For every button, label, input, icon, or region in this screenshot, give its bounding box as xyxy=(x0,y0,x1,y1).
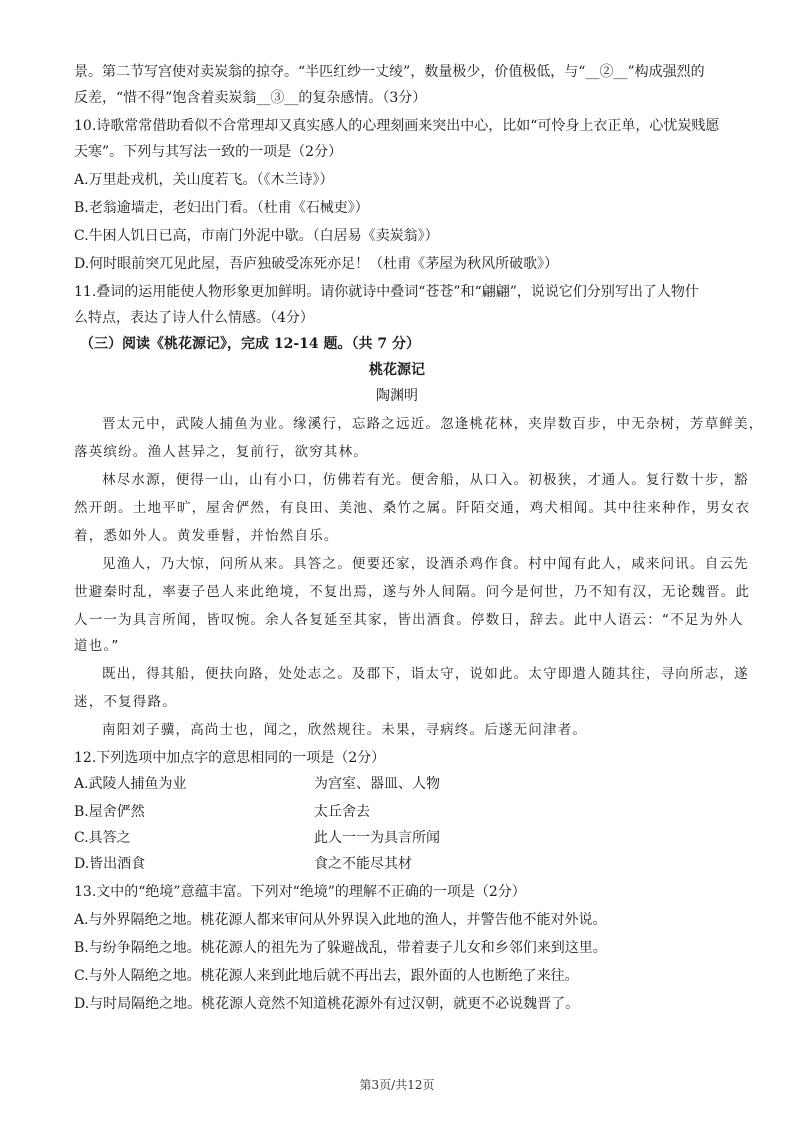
option-d: D.何时眼前突兀见此屋，吾庐独破受冻死亦足！（杜甫《茅屋为秋风所破歌》） xyxy=(74,256,559,272)
option-sentence: B.屋舍俨然 xyxy=(74,804,145,820)
page-number: 第3页/共12页 xyxy=(359,1078,435,1092)
text-line: 反差，“惜不得”饱含着卖炭翁__③__的复杂感情。（3分） xyxy=(74,90,427,106)
option-sentence: C.具答之 xyxy=(74,830,131,846)
passage-line: 既出，得其船，便扶向路，处处志之。及郡下，诣太守，说如此。太守即遣人随其往，寻向所志，遂 xyxy=(102,666,749,682)
text-line: 天寒”。下列与其写法一致的一项是（2分） xyxy=(74,144,343,160)
text-line: 么特点，表达了诗人什么情感。（4分） xyxy=(74,310,314,326)
option-b: B.老翁逾墙走，老妇出门看。（杜甫《石械吏》） xyxy=(74,200,369,216)
question-12-stem: 12.下列选项中加点字的意思相同的一项是（2分） xyxy=(74,750,386,766)
question-10-stem: 10.诗歌常常借助看似不合常理却又真实感人的心理刻画来突出中心，比如“可怜身上衣正单，心忧炭贱愿 xyxy=(74,118,720,134)
passage-line: 落英缤纷。渔人甚异之，复前行，欲穷其林。 xyxy=(74,444,368,460)
option-sentence: D.皆出酒食 xyxy=(74,856,146,872)
option-compare: 太丘舍去 xyxy=(314,804,370,820)
passage-line: 着，悉如外人。黄发垂髫，并怡然自乐。 xyxy=(74,528,339,544)
passage-line: 人一一为具言所闻，皆叹惋。余人各复延至其家，皆出酒食。停数日，辞去。此中人语云：“不足为外人 xyxy=(74,612,744,628)
option-a: A.万里赴戎机，关山度若飞。（《木兰诗》） xyxy=(74,172,334,188)
section-heading: （三）阅读《桃花源记》，完成 12-14 题。（共 7 分） xyxy=(80,336,421,352)
q13-option-c: C.与外人隔绝之地。桃花源人来到此地后就不再出去，跟外面的人也断绝了来往。 xyxy=(74,968,579,984)
passage-line: 道也。” xyxy=(74,638,120,654)
q12-option-c xyxy=(74,826,734,850)
passage-line: 南阳刘子骥，高尚士也，闻之，欣然规往。未果，寻病终。后遂无问津者。 xyxy=(102,722,588,738)
question-11-stem: 11.叠词的运用能使人物形象更加鲜明。请你就诗中叠词“苍苍”和“翩翩”，说说它们分别写出了人物什 xyxy=(74,284,699,300)
option-c: C.牛困人饥日已高，市南门外泥中歇。（白居易《卖炭翁》） xyxy=(74,228,439,244)
q12-option-a xyxy=(74,772,734,796)
text-line: 景。第二节写宫使对卖炭翁的掠夺。“半匹红纱一丈绫”，数量极少，价值极低，与“__②__”构成强烈的 xyxy=(74,64,705,80)
q13-option-a: A.与外界隔绝之地。桃花源人都来审问从外界误入此地的渔人，并警告他不能对外说。 xyxy=(74,912,607,928)
option-compare: 此人一一为具言所闻 xyxy=(314,830,440,846)
passage-line: 林尽水源，便得一山，山有小口，仿佛若有光。便舍船，从口入。初极狭，才通人。复行数十步，豁 xyxy=(102,472,749,488)
q13-option-d: D.与时局隔绝之地。桃花源人竟然不知道桃花源外有过汉朝，就更不必说魏晋了。 xyxy=(74,996,580,1012)
q12-option-b xyxy=(74,800,734,824)
passage-line: 迷，不复得路。 xyxy=(74,694,177,710)
passage-line: 见渔人，乃大惊，问所从来。具答之。便要还家，设酒杀鸡作食。村中闻有此人，咸来问讯。自云先 xyxy=(102,556,749,572)
passage-line: 晋太元中，武陵人捕鱼为业。缘溪行，忘路之远近。忽逢桃花林，夹岸数百步，中无杂树，芳草鲜美， xyxy=(102,416,764,432)
q13-option-b: B.与纷争隔绝之地。桃花源人的祖先为了躲避战乱，带着妻子儿女和乡邻们来到这里。 xyxy=(74,940,607,956)
option-compare: 食之不能尽其材 xyxy=(314,856,412,872)
passage-line: 世避秦时乱，率妻子邑人来此绝境，不复出焉，遂与外人间隔。问今是何世，乃不知有汉，无论魏晋。此 xyxy=(74,584,751,600)
passage-title: 桃花源记 xyxy=(369,362,425,378)
passage-author: 陶渊明 xyxy=(376,388,418,404)
option-compare: 为宫室、器皿、人物 xyxy=(314,776,440,792)
q12-option-d xyxy=(74,852,734,876)
option-sentence: A.武陵人捕鱼为业 xyxy=(74,776,187,792)
passage-line: 然开朗。土地平旷，屋舍俨然，有良田、美池、桑竹之属。阡陌交通，鸡犬相闻。其中往来种作，男女衣 xyxy=(74,500,751,516)
question-13-stem: 13.文中的“绝境”意蕴丰富。下列对“绝境”的理解不正确的一项是（2分） xyxy=(74,884,526,900)
